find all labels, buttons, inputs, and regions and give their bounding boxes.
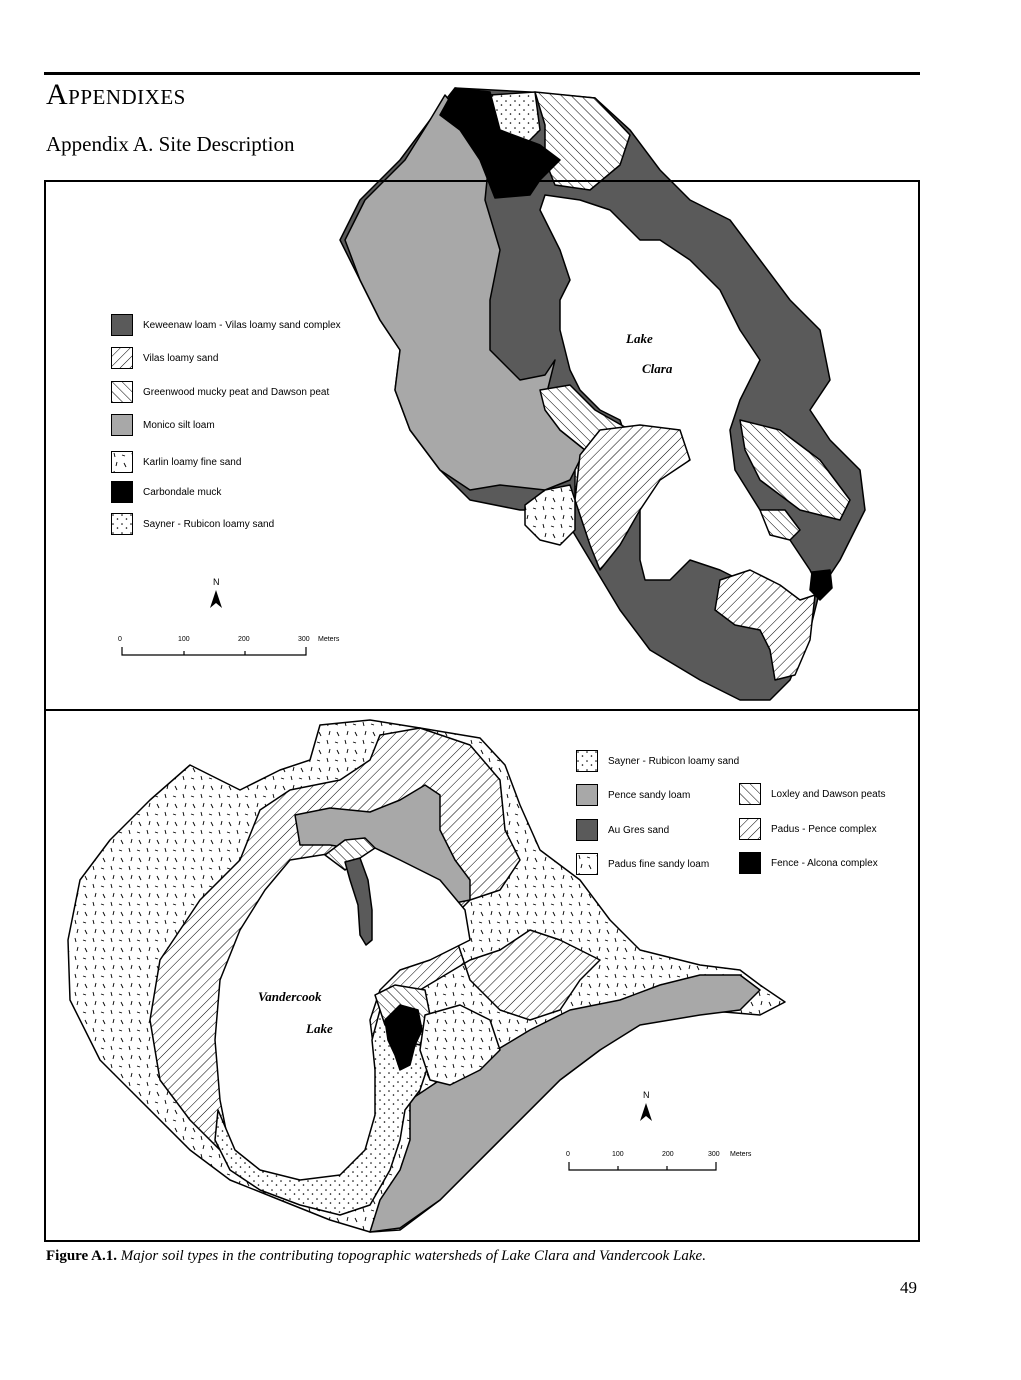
light-gray-swatch xyxy=(576,784,598,806)
legend-label: Au Gres sand xyxy=(608,824,670,836)
dots-swatch xyxy=(576,750,598,772)
vandercook-legend-item xyxy=(576,853,709,875)
vandercook-legend-item xyxy=(576,750,739,772)
legend-label: Carbondale muck xyxy=(143,486,222,498)
legend-label: Vilas loamy sand xyxy=(143,352,219,364)
legend-label: Sayner - Rubicon loamy sand xyxy=(608,755,740,767)
vandercook-scale-tick-100: 100 xyxy=(612,1151,624,1158)
clara-legend-item xyxy=(111,513,274,535)
legend-label: Karlin loamy fine sand xyxy=(143,456,242,468)
clara-legend-item xyxy=(111,481,221,503)
clara-scale-tick-200: 200 xyxy=(238,636,250,643)
legend-label: Greenwood mucky peat and Dawson peat xyxy=(143,386,330,398)
legend-label: Sayner - Rubicon loamy sand xyxy=(143,518,275,530)
dots-swatch xyxy=(111,513,133,535)
legend-label: Monico silt loam xyxy=(143,419,215,431)
legend-label: Fence - Alcona complex xyxy=(771,857,878,869)
clara-legend-item xyxy=(111,414,215,436)
hatch-forward-swatch xyxy=(739,818,761,840)
clara-scale-tick-100: 100 xyxy=(178,636,190,643)
figure-caption xyxy=(46,1248,926,1265)
clara-scale-tick-300: 300 xyxy=(298,636,310,643)
light-gray-swatch xyxy=(111,414,133,436)
black-swatch xyxy=(739,852,761,874)
clara-legend-item xyxy=(111,451,241,473)
legend-label: Keweenaw loam - Vilas loamy sand complex xyxy=(143,319,341,331)
dark-gray-swatch xyxy=(576,819,598,841)
vandercook-legend-item xyxy=(739,852,878,874)
dashes-swatch xyxy=(576,853,598,875)
hatch-back-swatch xyxy=(111,381,133,403)
clara-scale-units: Meters xyxy=(318,636,340,643)
figure-divider xyxy=(46,709,918,711)
clara-scale-tick-0: 0 xyxy=(118,636,122,643)
clara-north-label: N xyxy=(213,577,220,587)
vandercook-legend-item xyxy=(576,819,669,841)
dark-gray-swatch xyxy=(111,314,133,336)
legend-label: Loxley and Dawson peats xyxy=(771,788,886,800)
vandercook-lake-label-2: Lake xyxy=(306,1021,333,1036)
vandercook-legend-item xyxy=(576,784,690,806)
vandercook-scale-tick-300: 300 xyxy=(708,1151,720,1158)
vandercook-scale-tick-0: 0 xyxy=(566,1151,570,1158)
clara-legend-item xyxy=(111,381,329,403)
hatch-back-swatch xyxy=(739,783,761,805)
clara-legend-item xyxy=(111,347,218,369)
page-subheading: Appendix A. Site Description xyxy=(46,132,295,156)
vandercook-legend-item xyxy=(739,818,877,840)
clara-lake-label-2: Clara xyxy=(642,361,673,376)
clara-legend-item xyxy=(111,314,341,336)
figure-frame xyxy=(44,180,920,1242)
vandercook-scale-tick-200: 200 xyxy=(662,1151,674,1158)
page-heading: Appendixes xyxy=(46,78,186,111)
legend-label: Pence sandy loam xyxy=(608,789,691,801)
legend-label: Padus fine sandy loam xyxy=(608,858,710,870)
vandercook-scale-units: Meters xyxy=(730,1151,752,1158)
hatch-forward-swatch xyxy=(111,347,133,369)
dashes-swatch xyxy=(111,451,133,473)
page-number: 49 xyxy=(900,1278,917,1297)
vandercook-lake-label-1: Vandercook xyxy=(258,989,322,1004)
caption-label: Figure A.1. xyxy=(46,1248,117,1264)
black-swatch xyxy=(111,481,133,503)
clara-lake-label-1: Lake xyxy=(626,331,653,346)
vandercook-north-label: N xyxy=(643,1090,650,1100)
vandercook-legend-item xyxy=(739,783,886,805)
caption-text: Major soil types in the contributing topographic watersheds of Lake Clara and Vandercook Lake. xyxy=(120,1248,706,1264)
legend-label: Padus - Pence complex xyxy=(771,823,877,835)
